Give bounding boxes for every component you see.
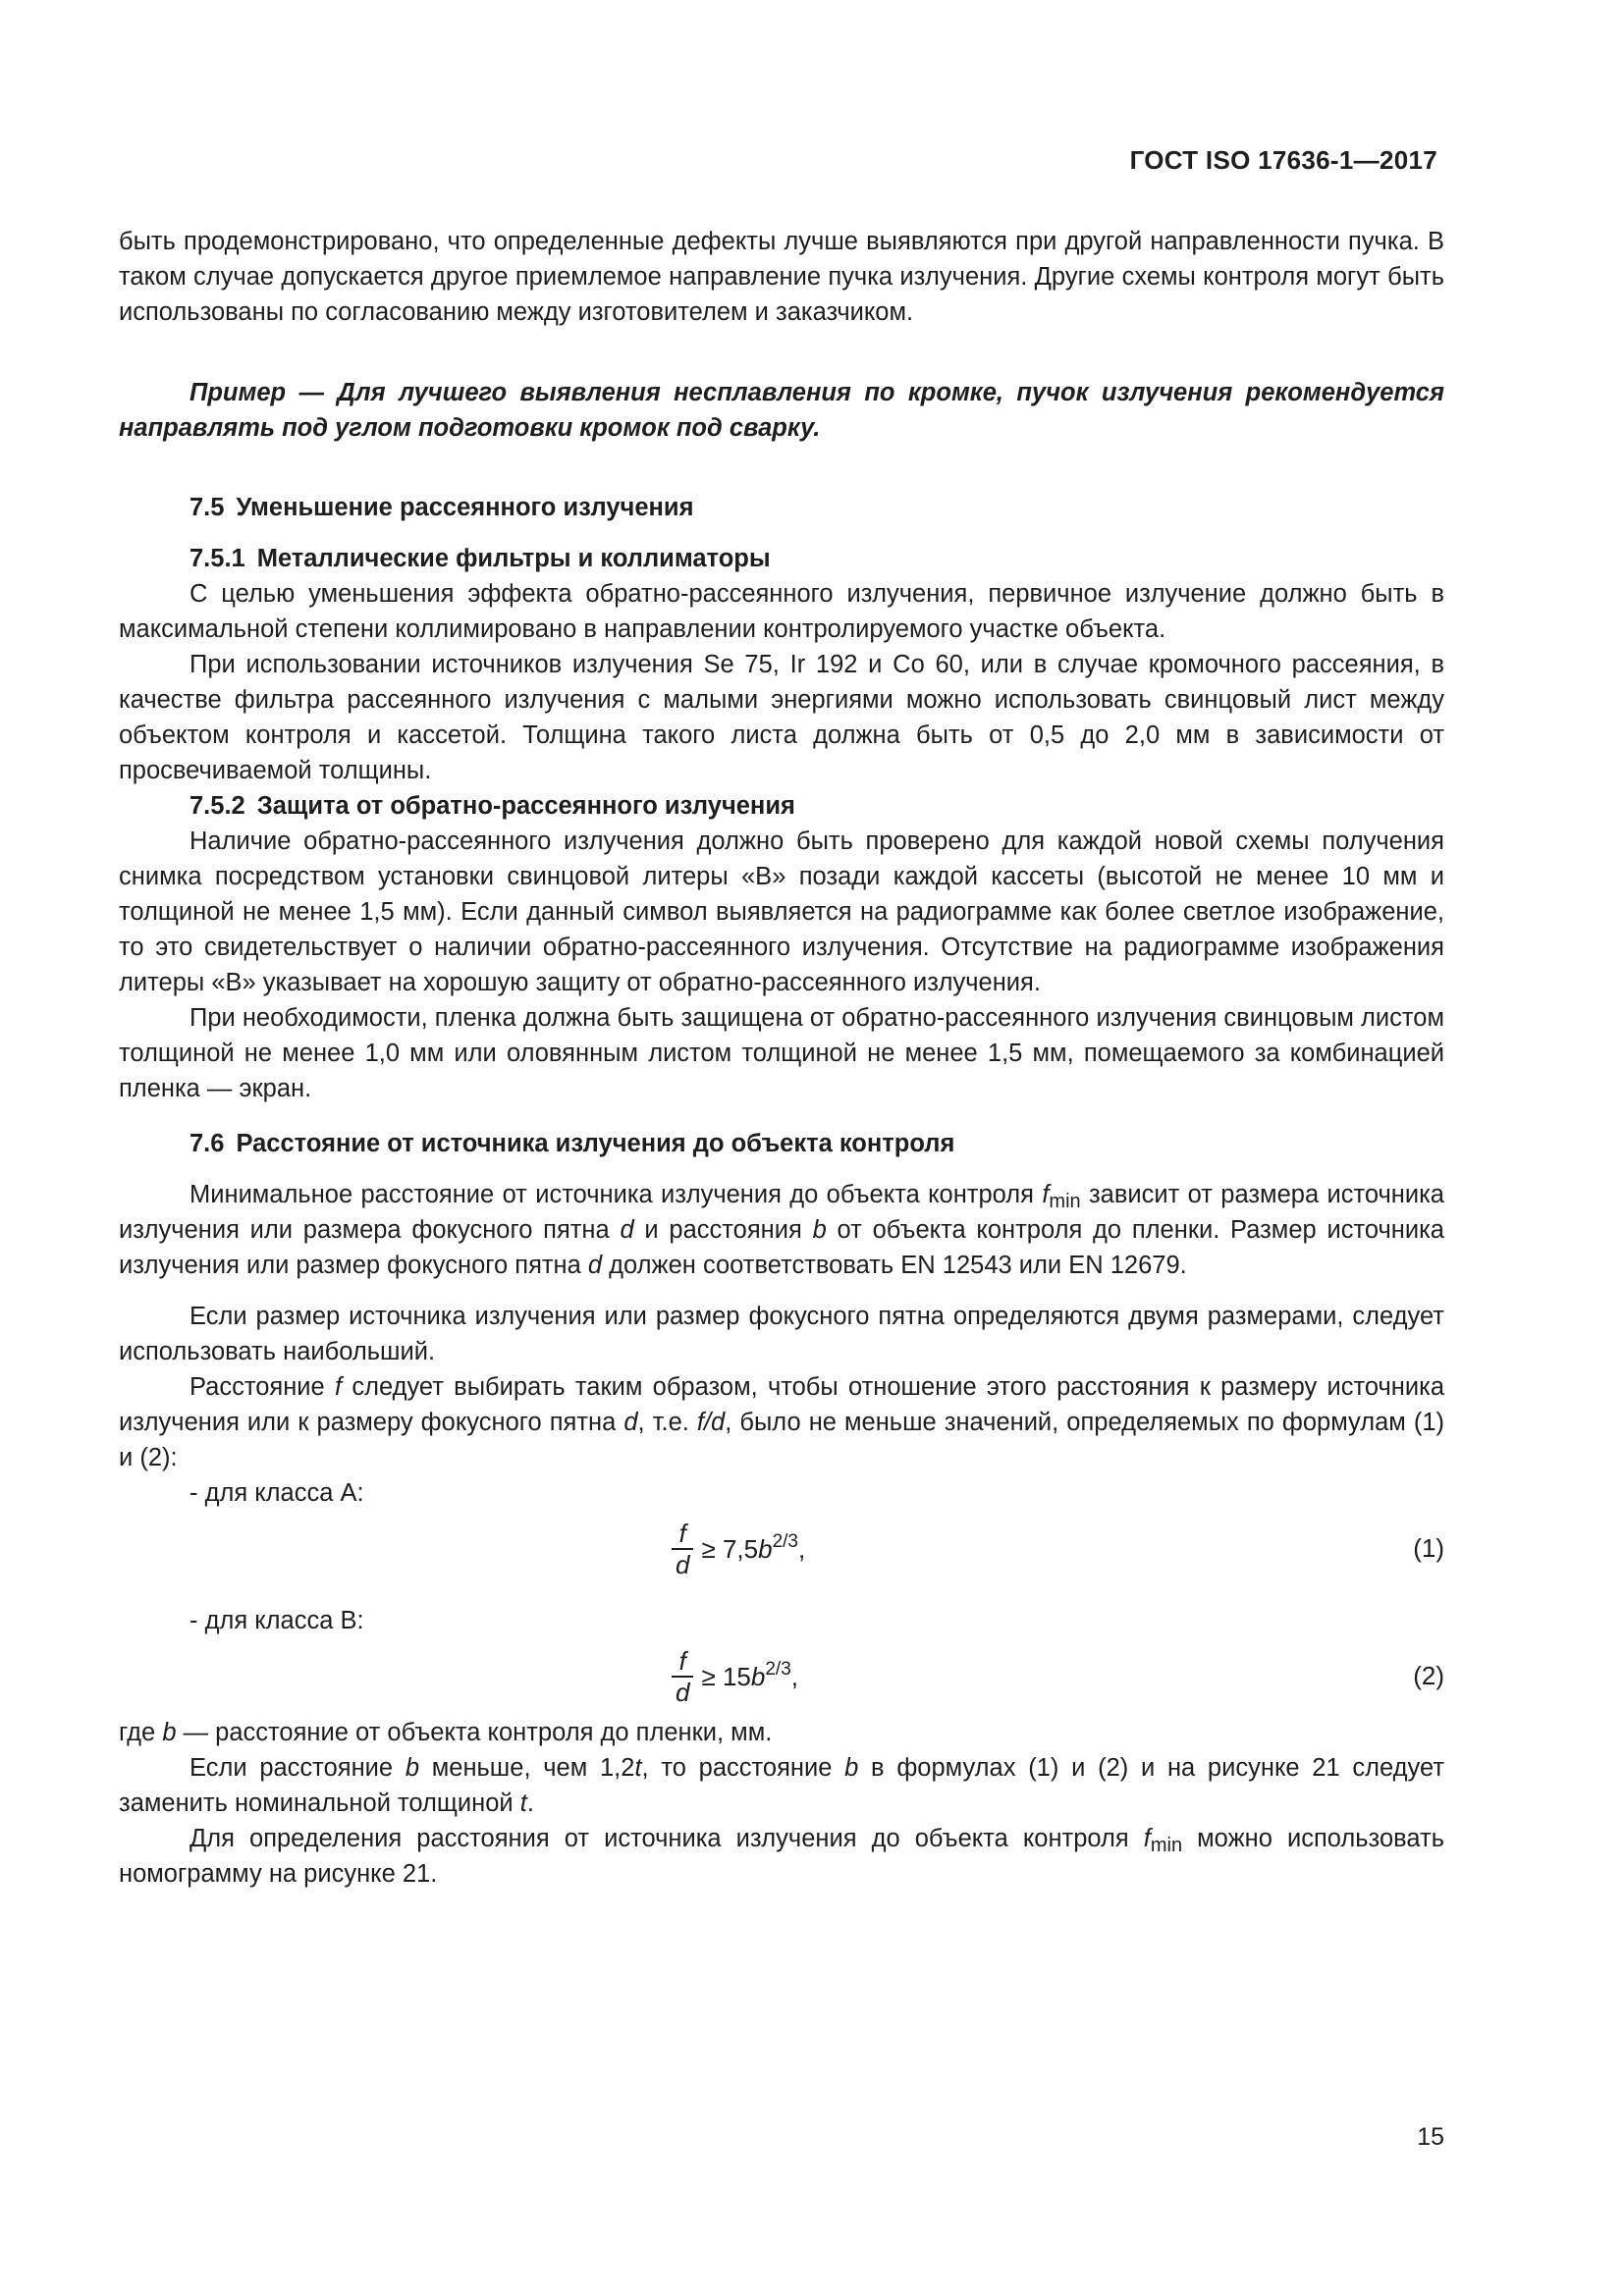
standard-header: ГОСТ ISO 17636-1—2017 xyxy=(1129,145,1437,175)
section-7-6-paragraph-5: Для определения расстояния от источника излучения до объекта контроля $f_{min}$ можно использовать номограмму на рисунке 21. xyxy=(119,1825,1444,1888)
equation-number: (2) xyxy=(1413,1661,1444,1690)
section-7-6-paragraph-4: Если расстояние b меньше, чем 1,2t, то расстояние b в формулах (1) и (2) и на рисунке 21 следует заменить номинальной толщиной t. xyxy=(119,1754,1444,1817)
intro-paragraph: быть продемонстрировано, что определенные дефекты лучше выявляются при другой направленности пучка. В таком случае допускается другое приемлемое направление пучка излучения. Другие схемы контроля могут быть использованы по согласованию между изготовителем и заказчиком. xyxy=(119,228,1444,326)
section-number: 7.5.2 xyxy=(189,792,245,820)
where-clause: где b — расстояние от объекта контроля до пленки, мм. xyxy=(119,1719,773,1746)
page-number: 15 xyxy=(1417,2123,1444,2151)
section-number: 7.5.1 xyxy=(189,545,245,572)
section-title: Защита от обратно-рассеянного излучения xyxy=(256,792,795,820)
fraction: $\frac{f}{d}$ xyxy=(672,1519,693,1579)
section-7-6-paragraph-1: Минимальное расстояние от источника излучения до объекта контроля $f_{min}$ зависит от размера источника излучения или размера фокусного пятна d и расстояния b от объекта контроля до пленки. Размер источника излучения или размер фокусного пятна d должен соответствовать EN 12543 или EN 12679. xyxy=(119,1181,1444,1279)
section-7-5-2-paragraph-1: Наличие обратно-рассеянного излучения должно быть проверено для каждой новой схемы получения снимка посредством установки свинцовой литеры «В» позади каждой кассеты (высотой не менее 10 мм и толщиной не менее 1,5 мм). Если данный символ выявляется на радиограмме как более светлое изображение, то это свидетельствует о наличии обратно-рассеянного излучения. Отсутствие на радиограмме изображения литеры «В» указывает на хорошую защиту от обратно-рассеянного излучения. xyxy=(119,828,1444,996)
section-title: Металлические фильтры и коллиматоры xyxy=(256,545,771,572)
formula-2: $\frac{f}{d}$ ≥ $15b^{2/3}$, (2) xyxy=(119,1638,1444,1715)
section-7-6-heading xyxy=(119,1126,1444,1161)
page-content xyxy=(119,224,1444,1892)
section-7-5-2-heading xyxy=(119,788,1444,824)
section-7-6-paragraph-2: Если размер источника излучения или размер фокусного пятна определяются двумя размерами, следует использовать наибольший. xyxy=(119,1303,1444,1365)
section-7-5-1-heading xyxy=(119,541,1444,576)
section-number: 7.5 xyxy=(189,494,225,521)
section-title: Уменьшение рассеянного излучения xyxy=(236,494,694,521)
section-7-5-heading xyxy=(119,490,1444,525)
formula-1: $\frac{f}{d}$ ≥ $7,5b^{2/3}$, (1) xyxy=(119,1511,1444,1587)
section-7-5-1-paragraph-2: При использовании источников излучения Se 75, Ir 192 и Co 60, или в случае кромочного рассеяния, в качестве фильтра рассеянного излучения с малыми энергиями можно использовать свинцовый лист между объектом контроля и кассетой. Толщина такого листа должна быть от 0,5 до 2,0 мм в зависимости от просвечиваемой толщины. xyxy=(119,651,1444,784)
example-note: Пример — Для лучшего выявления несплавления по кромке, пучок излучения рекомендуется направлять под углом подготовки кромок под сварку. xyxy=(119,378,1444,442)
class-a-label: - для класса А: xyxy=(189,1479,364,1507)
section-7-5-2-paragraph-2: При необходимости, пленка должна быть защищена от обратно-рассеянного излучения свинцовым листом толщиной не менее 1,0 мм или оловянным листом толщиной не менее 1,5 мм, помещаемого за комбинацией пленка — экран. xyxy=(119,1004,1445,1102)
section-7-6-paragraph-3: Расстояние f следует выбирать таким образом, чтобы отношение этого расстояния к размеру источника излучения или к размеру фокусного пятна d, т.е. f/d, было не меньше значений, определяемых по формулам (1) и (2): xyxy=(119,1373,1444,1471)
section-number: 7.6 xyxy=(189,1130,225,1157)
class-b-label: - для класса В: xyxy=(189,1607,364,1634)
fraction: $\frac{f}{d}$ xyxy=(672,1646,693,1707)
section-7-5-1-paragraph-1: С целью уменьшения эффекта обратно-рассеянного излучения, первичное излучение должно быть в максимальной степени коллимировано в направлении контролируемого участке объекта. xyxy=(119,580,1444,643)
section-title: Расстояние от источника излучения до объекта контроля xyxy=(236,1130,955,1157)
equation-number: (1) xyxy=(1413,1533,1444,1563)
